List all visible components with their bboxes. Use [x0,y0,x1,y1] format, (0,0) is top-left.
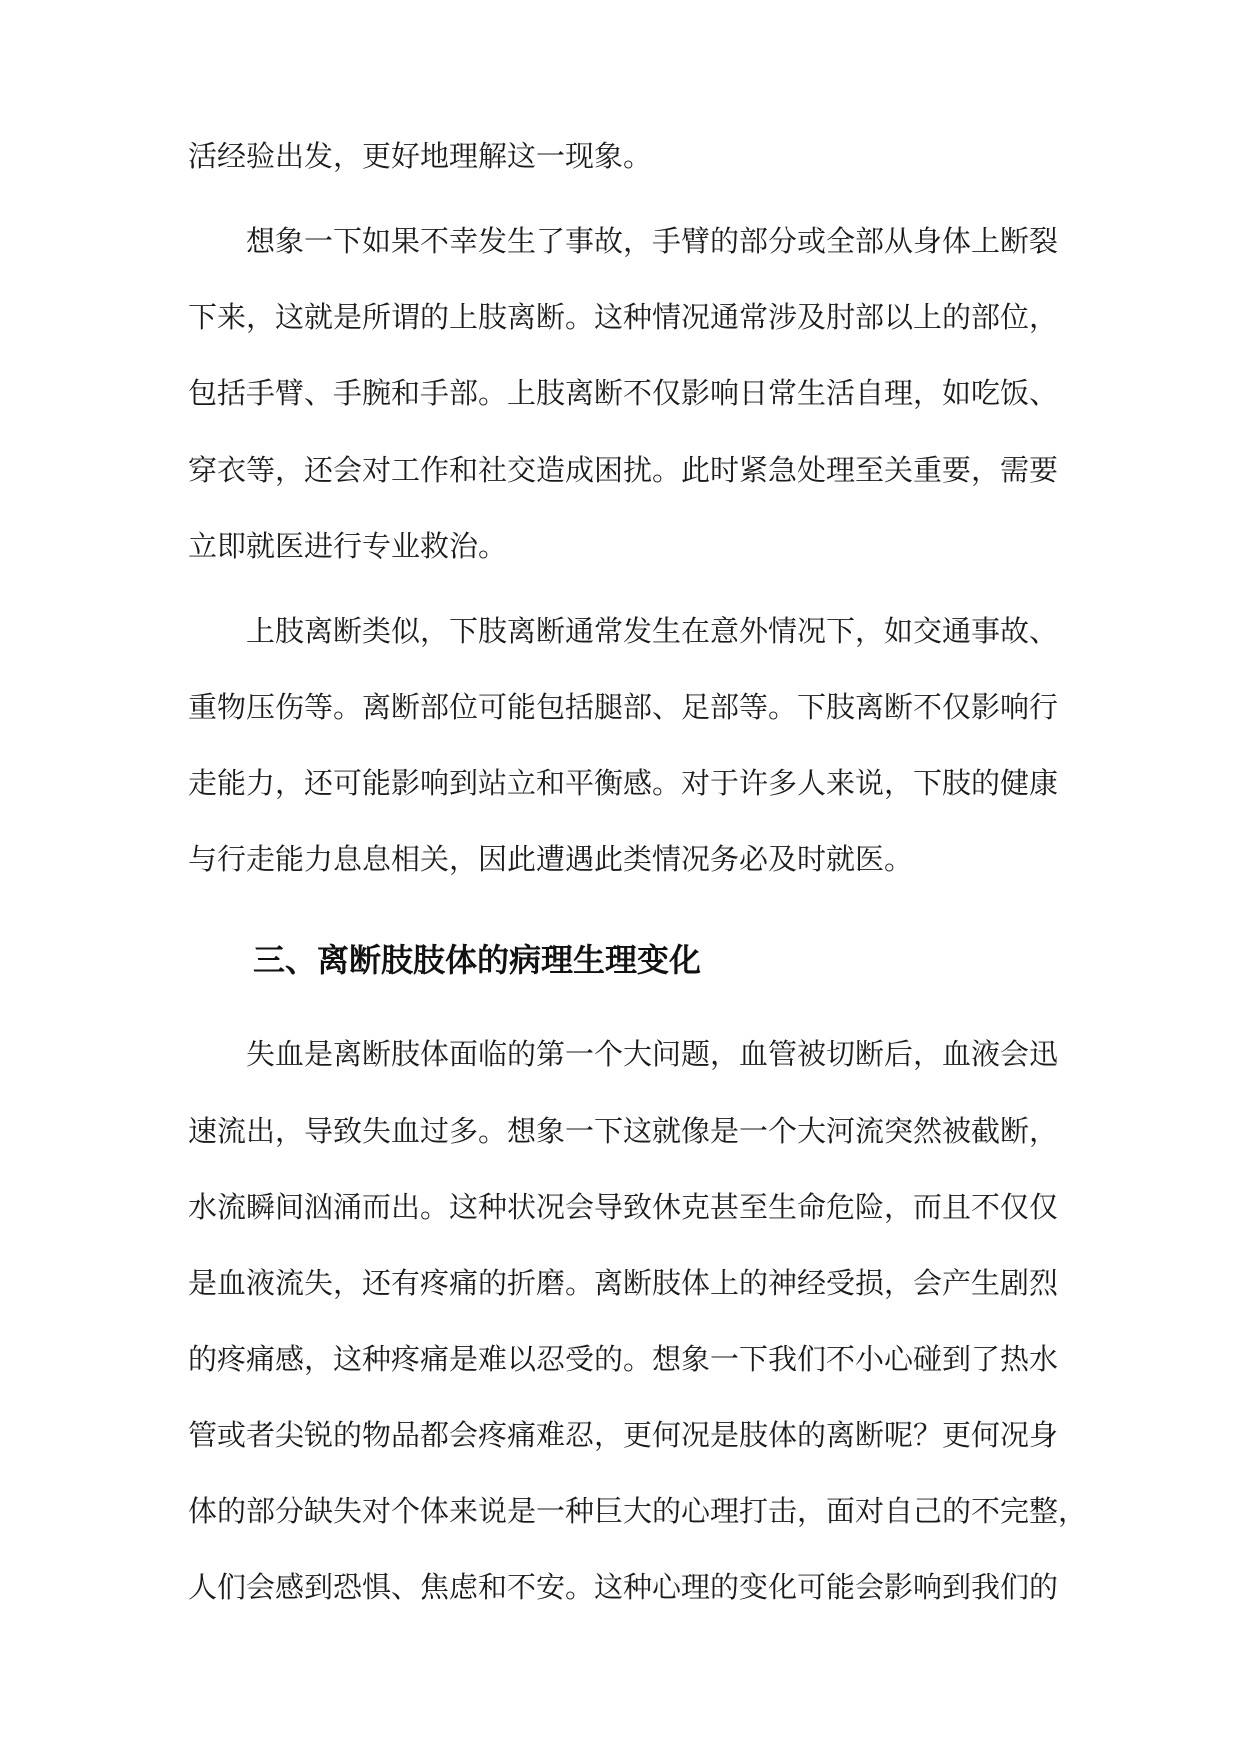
text-line: 体的部分缺失对个体来说是一种巨大的心理打击，面对自己的不完整， [188,1494,1088,1528]
text-line: 走能力，还可能影响到站立和平衡感。对于许多人来说，下肢的健康 [188,766,1059,800]
text-line: 失血是离断肢体面临的第一个大问题，血管被切断后，血液会迅 [246,1037,1059,1071]
text-line: 人们会感到恐惧、焦虑和不安。这种心理的变化可能会影响到我们的 [188,1570,1059,1604]
text-line: 上肢离断类似，下肢离断通常发生在意外情况下，如交通事故、 [246,614,1059,648]
text-line: 管或者尖锐的物品都会疼痛难忍，更何况是肢体的离断呢？更何况身 [188,1418,1059,1452]
text-line: 穿衣等，还会对工作和社交造成困扰。此时紧急处理至关重要，需要 [188,453,1059,487]
text-line: 重物压伤等。离断部位可能包括腿部、足部等。下肢离断不仅影响行 [188,690,1059,724]
text-line: 是血液流失，还有疼痛的折磨。离断肢体上的神经受损，会产生剧烈 [188,1266,1059,1300]
text-line: 立即就医进行专业救治。 [188,529,508,563]
text-line: 速流出，导致失血过多。想象一下这就像是一个大河流突然被截断， [188,1114,1059,1148]
text-line: 的疼痛感，这种疼痛是难以忍受的。想象一下我们不小心碰到了热水 [188,1342,1059,1376]
text-line: 与行走能力息息相关，因此遭遇此类情况务必及时就医。 [188,842,914,876]
text-line: 活经验出发，更好地理解这一现象。 [188,139,653,173]
text-line: 包括手臂、手腕和手部。上肢离断不仅影响日常生活自理，如吃饭、 [188,376,1059,410]
text-line: 下来，这就是所谓的上肢离断。这种情况通常涉及肘部以上的部位， [188,300,1059,334]
text-line: 想象一下如果不幸发生了事故，手臂的部分或全部从身体上断裂 [246,224,1059,258]
text-line: 水流瞬间汹涌而出。这种状况会导致休克甚至生命危险，而且不仅仅 [188,1190,1059,1224]
section-heading: 三、离断肢肢体的病理生理变化 [253,941,702,979]
